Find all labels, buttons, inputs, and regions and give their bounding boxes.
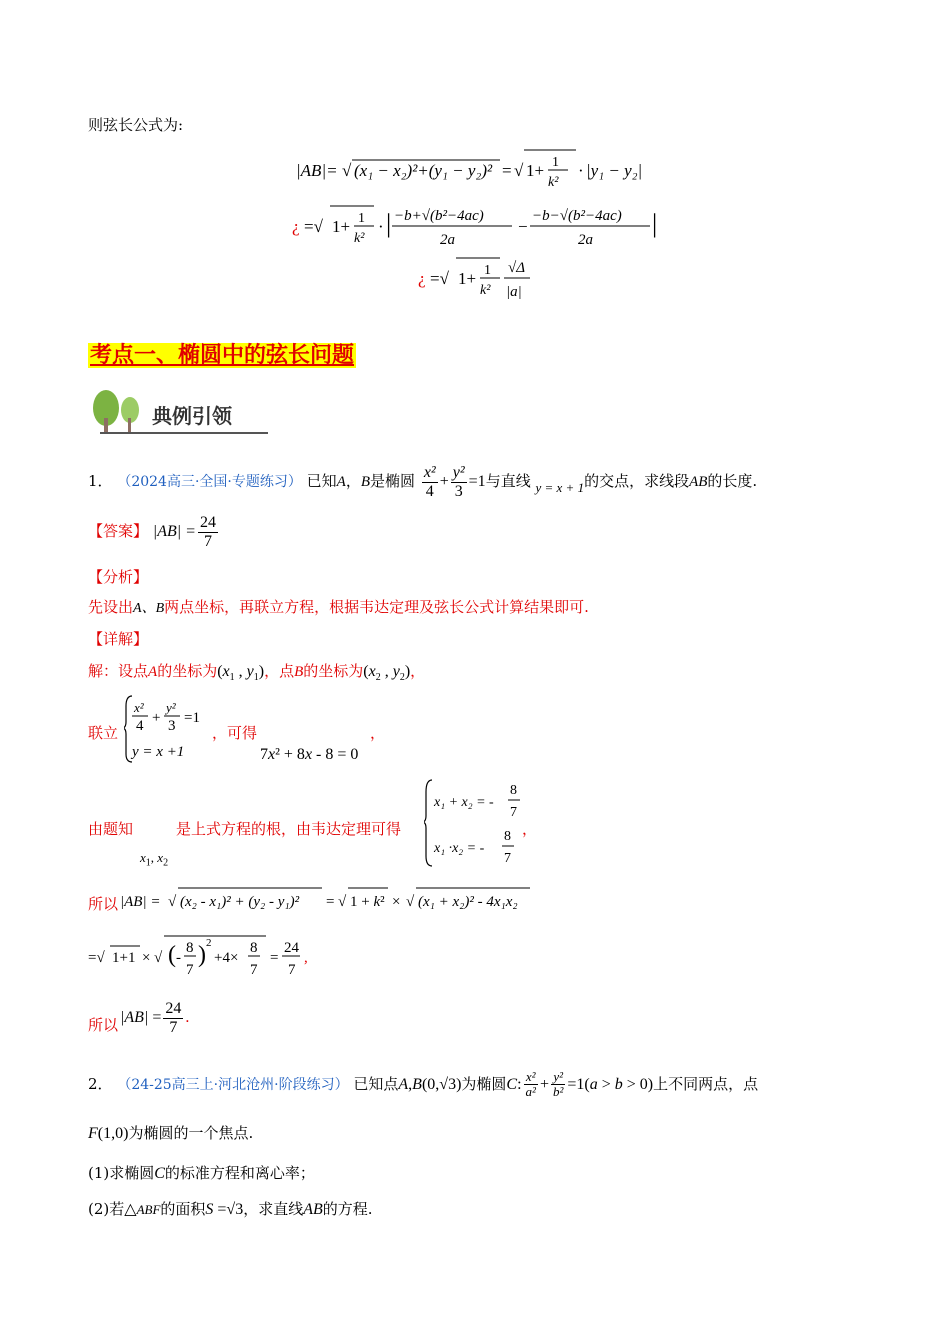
svg-text:1: 1 — [552, 155, 559, 170]
section-title: 考点一、椭圆中的弦长问题 — [90, 343, 355, 368]
q2-stem: 2． （24-25高三上·河北沧州·阶段练习） 已知点A,B(0,√3)为椭圆C: $\frac{\text{x²}}{\text{a²}}$ + $\frac{\text{y²}}{\text{b²}}$ =1(a > b > 0)上不同两点，点 — [88, 1069, 759, 1100]
svg-text:8: 8 — [510, 783, 517, 798]
q1-source: （2024高三·全国·专题练习） — [117, 474, 302, 491]
svg-text:·: · — [378, 217, 384, 236]
intro-label: 则弦长公式为: — [88, 116, 184, 134]
svg-text:√: √ — [338, 894, 347, 910]
svg-text:·: · — [578, 161, 584, 180]
svg-text:√: √ — [514, 161, 524, 180]
q2-text: 为椭圆的一个焦点. — [128, 1124, 254, 1142]
svg-text:√Δ: √Δ — [508, 260, 526, 276]
q2-text: ，求直线 — [243, 1200, 304, 1218]
svg-text:1+: 1+ — [458, 269, 477, 288]
svg-text:|: | — [386, 209, 392, 238]
svg-text:|AB|=: |AB|= — [296, 161, 338, 180]
q1-stem: 1． （2024高三·全国·专题练习） 已知A，B是椭圆 $\frac{\text{x²}}{4}$ + $\frac{\text{y²}}{3}$ =1与直线 y = x + 1的交点，求线段AB的长度. — [88, 464, 758, 500]
svg-text:(x₁ − x₂)²+(y₁ − y₂)²: (x₁ − x₂)²+(y₁ − y₂)² — [354, 161, 493, 180]
svg-text:k²: k² — [354, 231, 365, 246]
banner-title: 典例引领 — [152, 404, 232, 428]
svg-text:k²: k² — [480, 283, 491, 298]
q1-text: 与直线 — [485, 472, 531, 491]
svg-text:k²: k² — [548, 175, 559, 190]
svg-text:7: 7 — [504, 851, 511, 866]
svg-text:x²: x² — [134, 700, 144, 715]
detail-text: 联立 — [88, 724, 119, 742]
svg-text:4: 4 — [136, 718, 144, 734]
q2-text: 的方程. — [322, 1200, 373, 1218]
detail-text: 所以 — [88, 895, 119, 913]
banner-underline — [100, 432, 268, 434]
q2-text: 为椭圆 — [461, 1074, 507, 1093]
svg-text:1 + k²: 1 + k² — [350, 894, 385, 910]
q2-text: 已知点 — [353, 1074, 399, 1093]
q2-part2: (2)若△ABF的面积S =√3，求直线AB的方程. — [88, 1200, 373, 1218]
svg-text:7: 7 — [250, 962, 258, 978]
chord-length-calculation-2 — [88, 932, 328, 984]
svg-text:√: √ — [168, 894, 177, 910]
svg-text:1+: 1+ — [332, 217, 351, 236]
q1-text: ， — [345, 472, 361, 491]
q2-text: (2)若 — [88, 1200, 125, 1218]
detail-text: 的坐标为 — [157, 662, 218, 680]
svg-text:|a|: |a| — [506, 284, 522, 300]
svg-text:(: ( — [168, 942, 176, 968]
svg-text:¿: ¿ — [292, 217, 300, 236]
svg-text:=: = — [326, 894, 335, 910]
detail-text: ，可得 — [212, 724, 258, 742]
chord-length-calculation-1 — [118, 880, 538, 920]
svg-text:|AB| =: |AB| = — [120, 894, 161, 910]
svg-text:8: 8 — [250, 940, 258, 956]
svg-text:8: 8 — [186, 940, 194, 956]
q2-stem-cont: F(1,0)为椭圆的一个焦点. — [88, 1124, 254, 1142]
svg-text:24: 24 — [284, 940, 299, 956]
detail-text: 是上式方程的根，由韦达定理可得 — [176, 820, 402, 838]
svg-text:2: 2 — [206, 937, 212, 949]
svg-text:7: 7 — [510, 805, 517, 820]
svg-text:1: 1 — [484, 263, 491, 278]
svg-text:3: 3 — [168, 718, 176, 734]
detail-text: 所以 — [88, 1016, 119, 1034]
analysis-prefix: 先设出 — [88, 598, 134, 616]
svg-text:,: , — [304, 950, 308, 966]
detail-text: ，点 — [264, 662, 295, 680]
answer-label: 【答案】 — [88, 522, 149, 541]
detail-text: ， — [370, 724, 386, 742]
detail-label: 【详解】 — [88, 630, 149, 648]
svg-text:7: 7 — [186, 962, 194, 978]
svg-text:8: 8 — [504, 829, 511, 844]
q1-text: 已知 — [306, 472, 337, 491]
q1-number: 1． — [88, 472, 113, 491]
svg-text:|y₁ − y₂|: |y₁ − y₂| — [586, 161, 643, 180]
q2-text: 的面积 — [160, 1200, 206, 1218]
svg-text:2a: 2a — [440, 232, 455, 248]
svg-text:7: 7 — [288, 962, 296, 978]
vieta-system — [424, 776, 534, 870]
detail-text: 的坐标为 — [303, 662, 364, 680]
svg-text:(x₁ + x₂)² - 4x₁x₂: (x₁ + x₂)² - 4x₁x₂ — [418, 894, 518, 910]
system-of-equations-1 — [124, 692, 224, 764]
q1-text: 的交点，求线段 — [584, 472, 690, 491]
q2-text: 上不同两点，点 — [653, 1074, 759, 1093]
roots-x1-x2: $x_1$, $x_2$ — [140, 850, 169, 869]
svg-text:√: √ — [154, 950, 163, 966]
svg-text:|: | — [652, 209, 658, 238]
svg-text:¿: ¿ — [418, 269, 426, 288]
svg-text:1+1: 1+1 — [112, 950, 136, 966]
svg-text:+4×: +4× — [214, 950, 239, 966]
svg-text:1: 1 — [358, 211, 365, 226]
svg-text:=√: =√ — [304, 217, 323, 236]
svg-text:−b+√(b²−4ac): −b+√(b²−4ac) — [394, 208, 484, 224]
analysis-text: 先设出A、B两点坐标，再联立方程，根据韦达定理及弦长公式计算结果即可. — [88, 598, 589, 616]
q2-text: 的标准方程和离心率； — [164, 1164, 315, 1182]
svg-text:−: − — [518, 217, 528, 236]
chord-length-formula — [290, 140, 670, 310]
svg-text:=√: =√ — [88, 950, 105, 966]
analysis-label: 【分析】 — [88, 568, 149, 586]
svg-text:=√: =√ — [430, 269, 449, 288]
svg-text:y²: y² — [166, 700, 176, 715]
svg-text:y = x +1: y = x +1 — [132, 744, 185, 760]
svg-text:-: - — [176, 950, 181, 966]
svg-text:+: + — [152, 710, 161, 726]
quadratic-equation: 7x² + 8x - 8 = 0 — [260, 746, 359, 763]
svg-text:x₁ ·x₂ = -: x₁ ·x₂ = - — [434, 841, 485, 856]
svg-text:√: √ — [406, 894, 415, 910]
svg-text:(x₂ - x₁)² + (y₂ - y₁)²: (x₂ - x₁)² + (y₂ - y₁)² — [180, 894, 300, 910]
detail-text: 解：设点 — [88, 662, 149, 680]
q2-part1: (1)求椭圆C的标准方程和离心率； — [88, 1164, 315, 1182]
svg-text:1+: 1+ — [526, 161, 545, 180]
q1-answer: 【答案】 |AB| = $\frac{24}{7}$ — [88, 514, 216, 550]
q1-text: 是椭圆 — [370, 472, 416, 491]
q2-number: 2． — [88, 1074, 113, 1093]
q1-text: 的长度. — [707, 472, 758, 491]
detail-text: 由题知 — [88, 820, 134, 838]
svg-text:√: √ — [342, 161, 352, 180]
q2-text: (1)求椭圆 — [88, 1164, 155, 1182]
final-answer: |AB| = $\frac{24}{7}$ . — [120, 1000, 190, 1036]
svg-text:−b−√(b²−4ac): −b−√(b²−4ac) — [532, 208, 622, 224]
svg-text:): ) — [198, 942, 206, 968]
q2-source: （24-25高三上·河北沧州·阶段练习） — [117, 1076, 349, 1093]
detail-text: ， — [522, 820, 538, 838]
svg-text:x₁ + x₂ = -: x₁ + x₂ = - — [434, 795, 494, 810]
detail-line-1: 解：设点A的坐标为($x_1$ , $y_1$)，点B的坐标为($x_2$ , $y_2$)， — [88, 662, 426, 684]
svg-text:×: × — [142, 950, 151, 966]
svg-text:×: × — [392, 894, 401, 910]
svg-text:=: = — [270, 950, 279, 966]
svg-text:=: = — [502, 161, 512, 180]
detail-text: ， — [410, 662, 426, 680]
svg-text:=1: =1 — [184, 710, 200, 726]
svg-text:2a: 2a — [578, 232, 593, 248]
analysis-body: 两点坐标，再联立方程，根据韦达定理及弦长公式计算结果即可. — [164, 598, 589, 616]
